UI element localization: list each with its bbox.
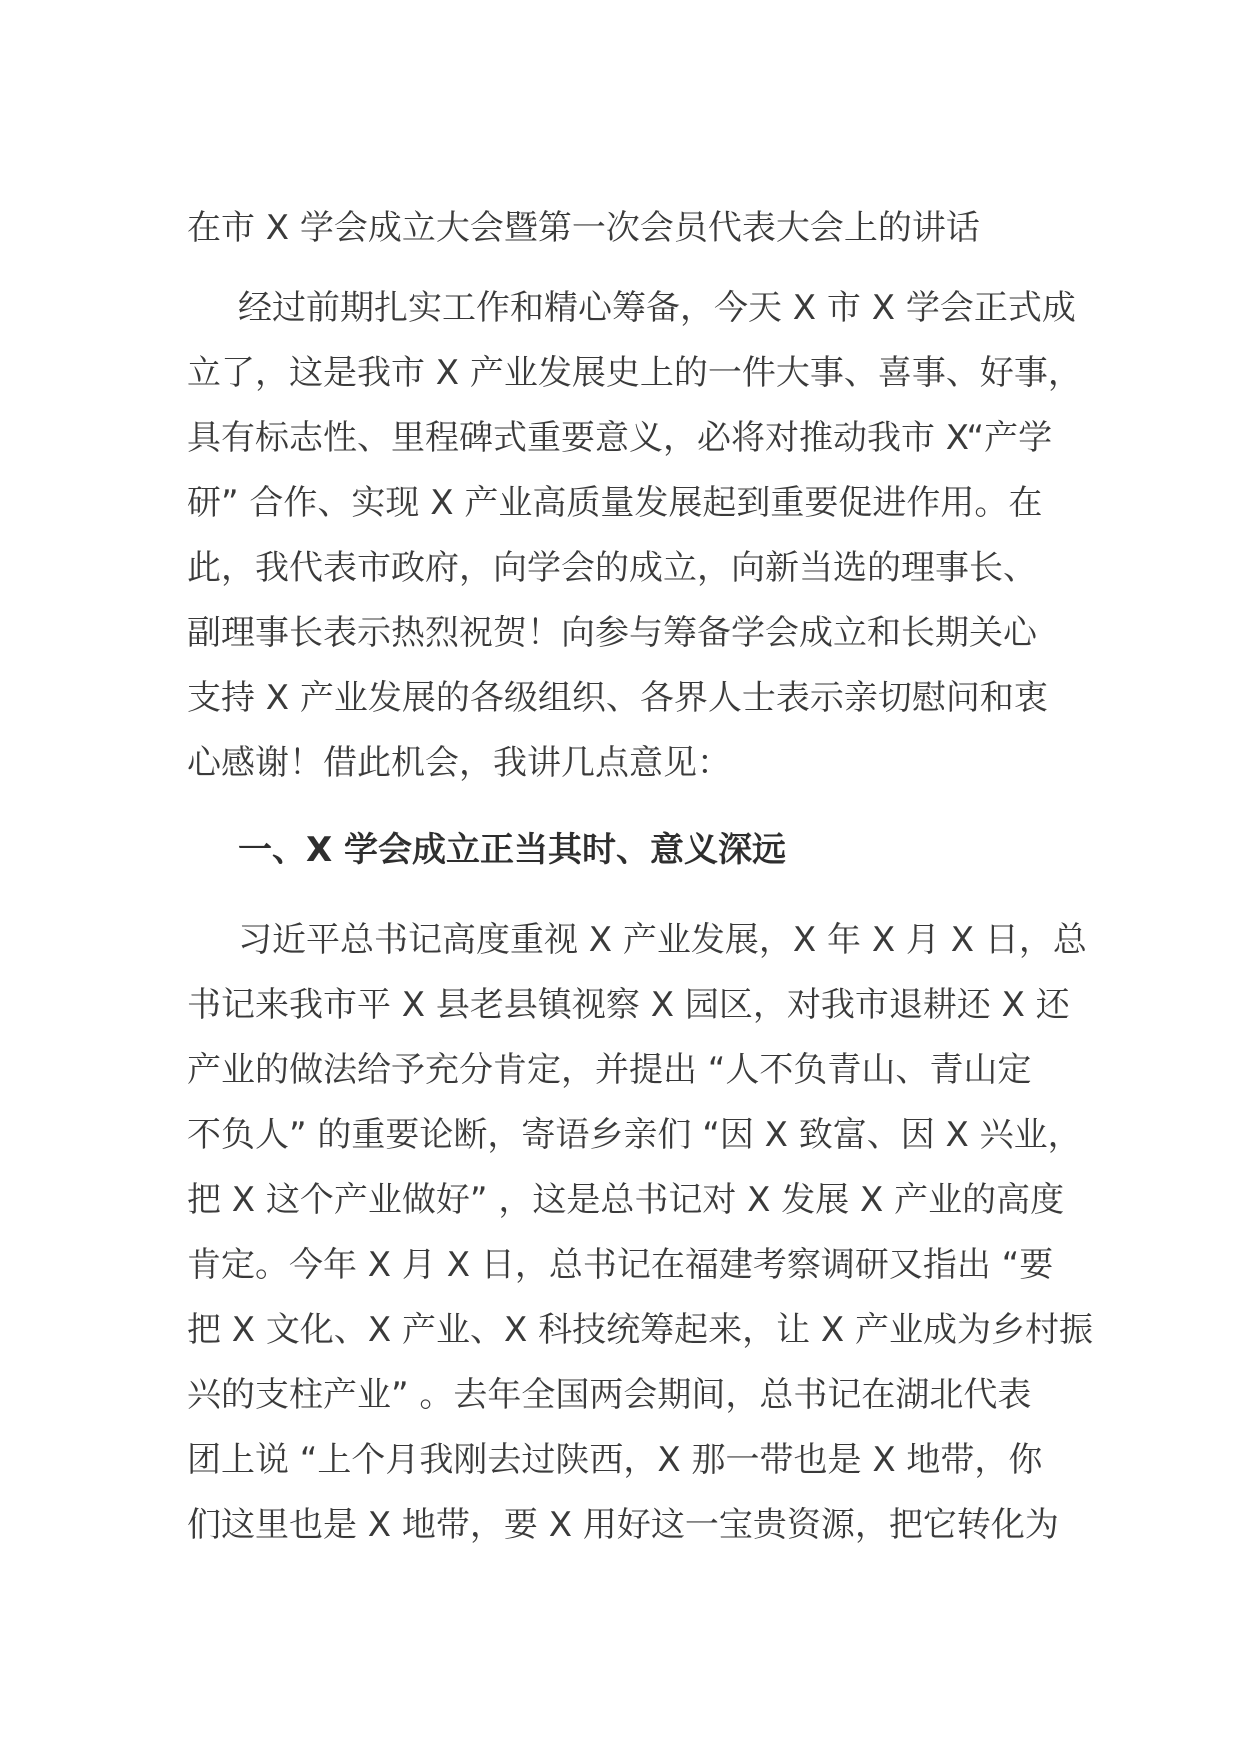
paragraph-line: 习近平总书记高度重视 X 产业发展，X 年 X 月 X 日，总 bbox=[238, 920, 1087, 960]
paragraph-line: 团上说 “上个月我刚去过陕西，X 那一带也是 X 地带，你 bbox=[187, 1440, 1043, 1480]
paragraph-line: 经过前期扎实工作和精心筹备，今天 X 市 X 学会正式成 bbox=[238, 288, 1076, 328]
paragraph-line: 心感谢！借此机会，我讲几点意见： bbox=[187, 743, 731, 783]
section-heading-1: 一、X 学会成立正当其时、意义深远 bbox=[238, 830, 787, 870]
paragraph-line: 研” 合作、实现 X 产业高质量发展起到重要促进作用。在 bbox=[187, 483, 1043, 523]
paragraph-line: 书记来我市平 X 县老县镇视察 X 园区，对我市退耕还 X 还 bbox=[187, 985, 1070, 1025]
paragraph-line: 们这里也是 X 地带，要 X 用好这一宝贵资源，把它转化为 bbox=[187, 1505, 1059, 1545]
paragraph-section-1 bbox=[187, 908, 1094, 1558]
paragraph-line: 立了，这是我市 X 产业发展史上的一件大事、喜事、好事， bbox=[187, 353, 1082, 393]
paragraph-line: 肯定。今年 X 月 X 日，总书记在福建考察调研又指出 “要 bbox=[187, 1245, 1054, 1285]
paragraph-line: 把 X 文化、X 产业、X 科技统筹起来，让 X 产业成为乡村振 bbox=[187, 1310, 1094, 1350]
paragraph-opening bbox=[187, 276, 1087, 796]
paragraph-line: 此，我代表市政府，向学会的成立，向新当选的理事长、 bbox=[187, 548, 1037, 588]
paragraph-line: 把 X 这个产业做好” ，这是总书记对 X 发展 X 产业的高度 bbox=[187, 1180, 1065, 1220]
paragraph-line: 不负人” 的重要论断，寄语乡亲们 “因 X 致富、因 X 兴业， bbox=[187, 1115, 1082, 1155]
paragraph-line: 支持 X 产业发展的各级组织、各界人士表示亲切慰问和衷 bbox=[187, 678, 1048, 718]
document-title: 在市 X 学会成立大会暨第一次会员代表大会上的讲话 bbox=[187, 208, 980, 248]
paragraph-line: 具有标志性、里程碑式重要意义，必将对推动我市 X“产学 bbox=[187, 418, 1053, 458]
paragraph-line: 兴的支柱产业” 。去年全国两会期间，总书记在湖北代表 bbox=[187, 1375, 1032, 1415]
paragraph-line: 副理事长表示热烈祝贺！向参与筹备学会成立和长期关心 bbox=[187, 613, 1037, 653]
paragraph-line: 产业的做法给予充分肯定，并提出 “人不负青山、青山定 bbox=[187, 1050, 1032, 1090]
